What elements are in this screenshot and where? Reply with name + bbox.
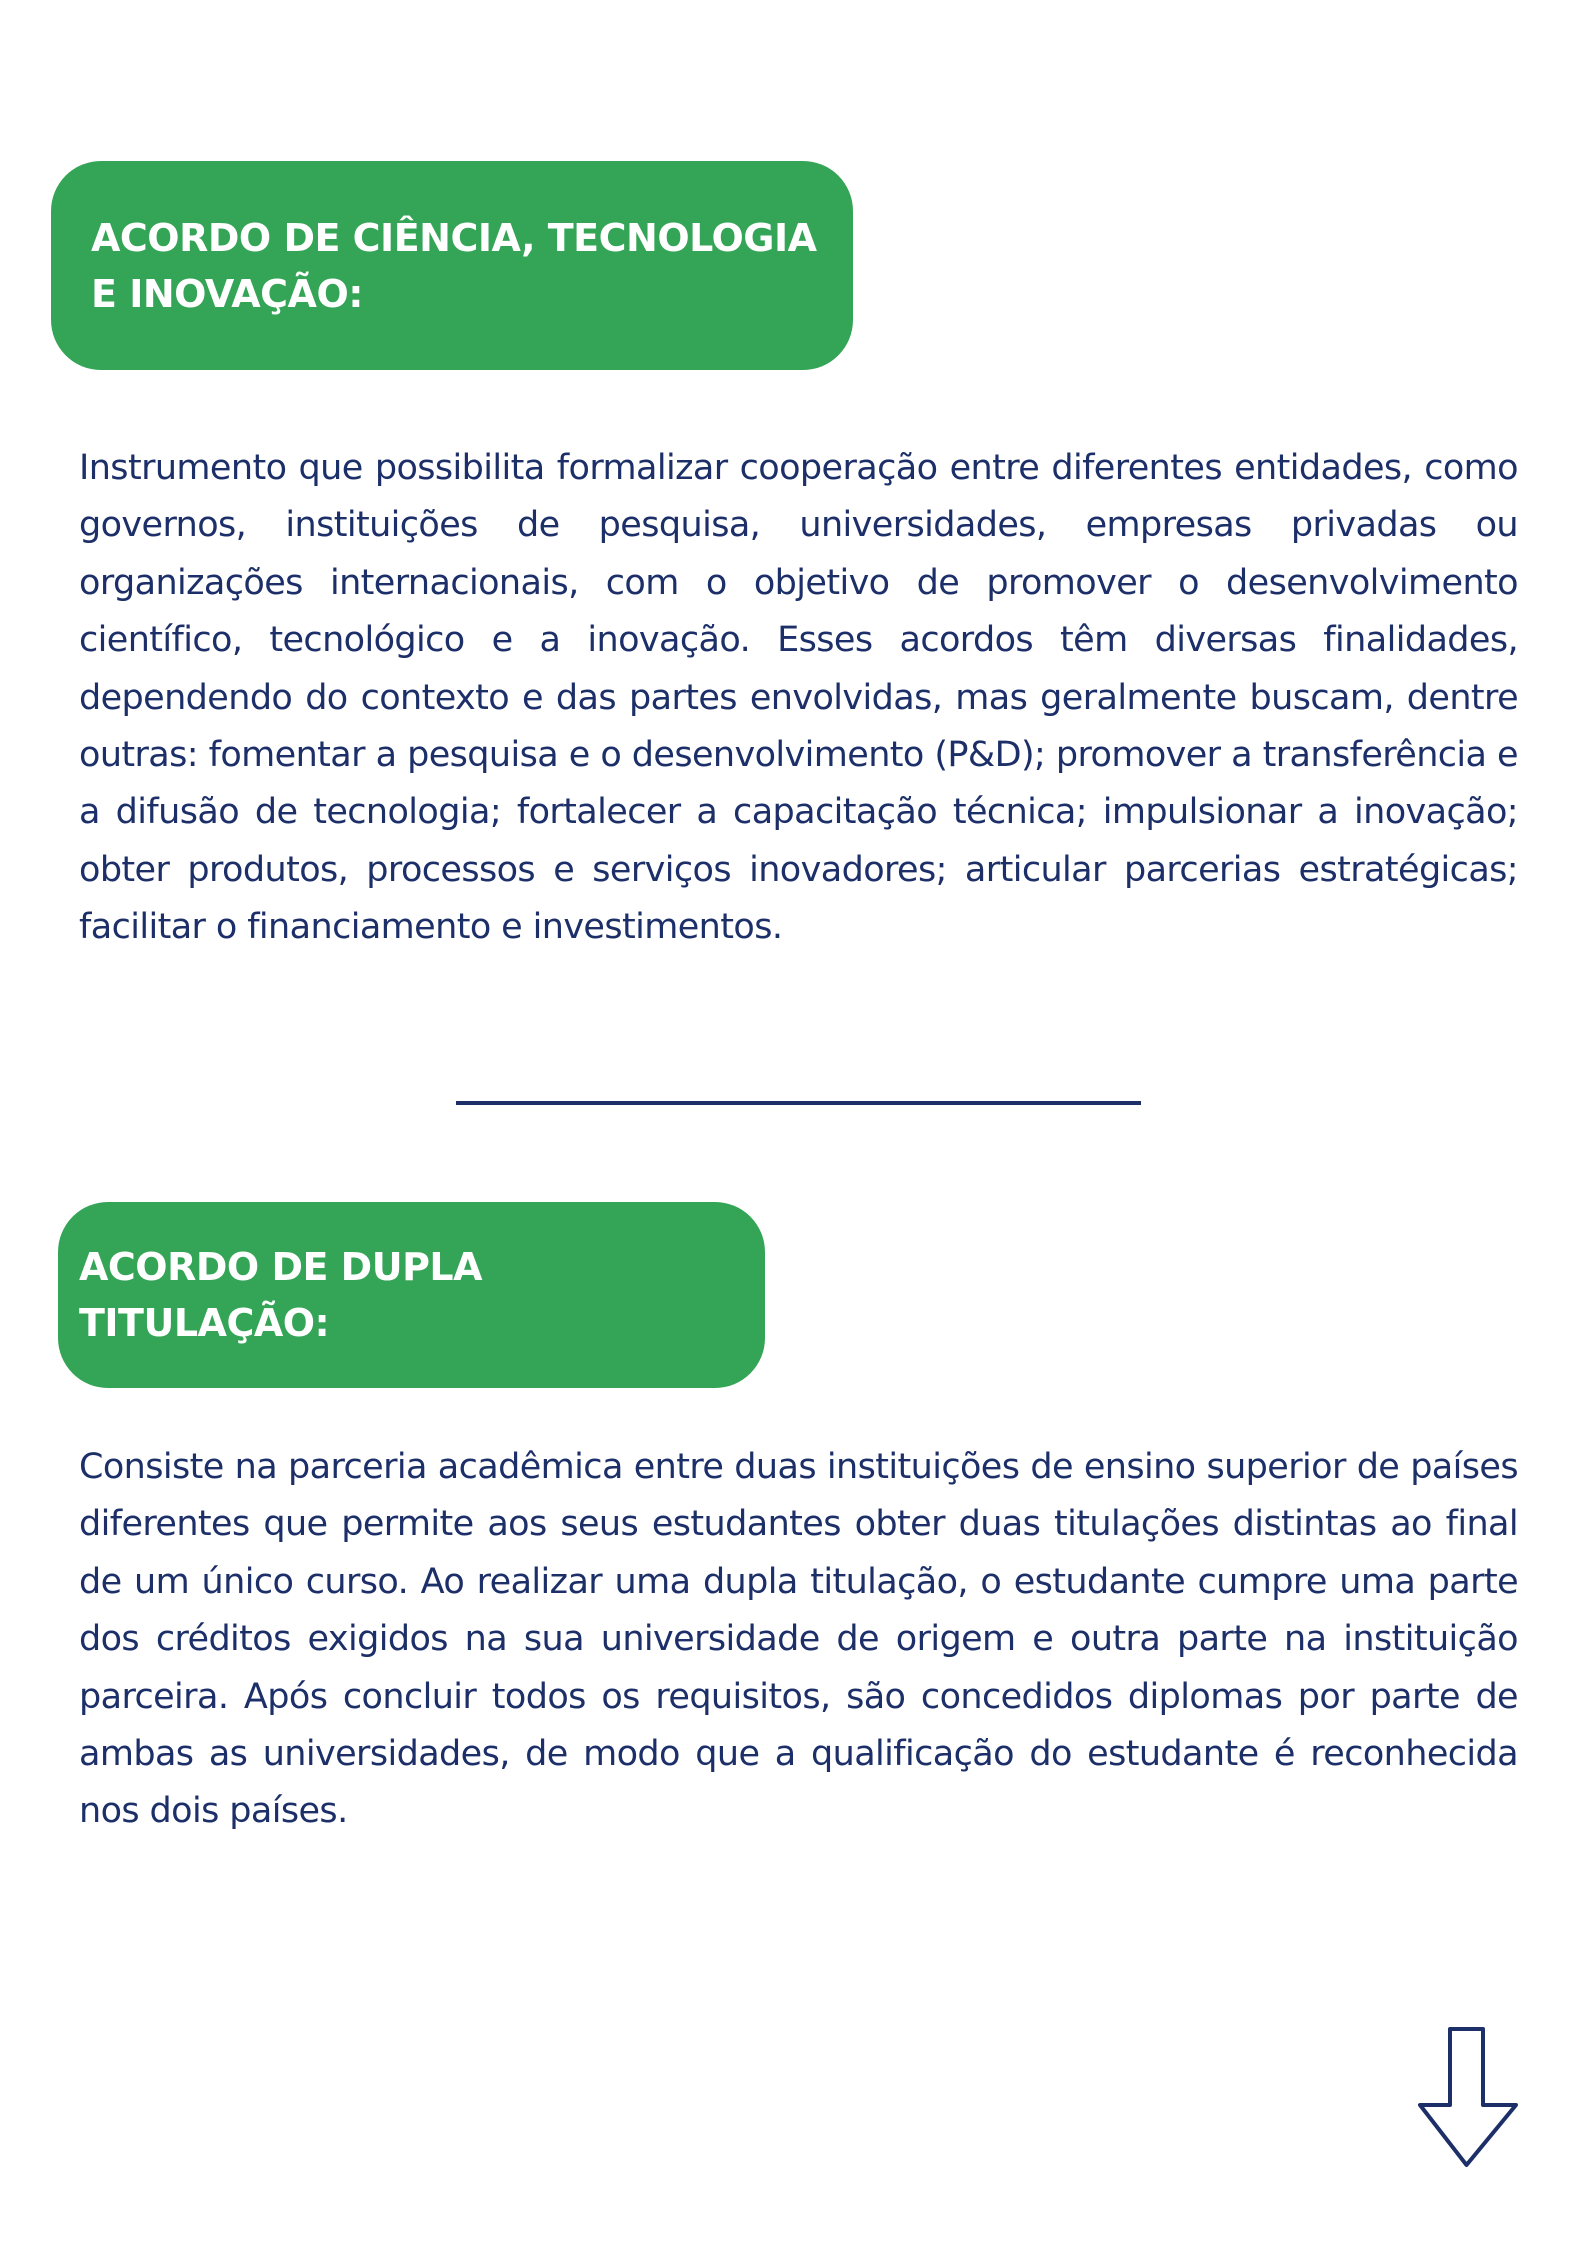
section-heading-ciencia-tecnologia: [51, 161, 853, 370]
section-heading-text: ACORDO DE CIÊNCIA, TECNOLOGIA E INOVAÇÃO:: [91, 215, 817, 316]
section-divider: [456, 1101, 1141, 1105]
section-heading-dupla-titulacao: [58, 1202, 765, 1388]
section-body-ciencia-tecnologia: Instrumento que possibilita formalizar cooperação entre diferentes entidades, como governos, instituições de pesquisa, universidades, empresas privadas ou organizações internacionais, com o objetivo de promover o desenvolvimento científico, tecnológico e a inovação. Esses acordos têm diversas finalidades, dependendo do contexto e das partes envolvidas, mas geralmente buscam, dentre outras: fomentar a pesquisa e o desenvolvimento (P&D); promover a transferência e a difusão de tecnologia; fortalecer a capacitação técnica; impulsionar a inovação; obter produtos, processos e serviços inovadores; articular parcerias estratégicas; facilitar o financiamento e investimentos.: [79, 448, 1518, 948]
section-body-dupla-titulacao: Consiste na parceria acadêmica entre duas instituições de ensino superior de países diferentes que permite aos seus estudantes obter duas titulações distintas ao final de um único curso. Ao realizar uma dupla titulação, o estudante cumpre uma parte dos créditos exigidos na sua universidade de origem e outra parte na instituição parceira. Após concluir todos os requisitos, são concedidos diplomas por parte de ambas as universidades, de modo que a qualificação do estudante é reconhecida nos dois países.: [79, 1447, 1518, 1832]
section-heading-text: ACORDO DE DUPLA TITULAÇÃO:: [79, 1245, 483, 1345]
arrow-down-icon[interactable]: [1416, 2025, 1521, 2170]
